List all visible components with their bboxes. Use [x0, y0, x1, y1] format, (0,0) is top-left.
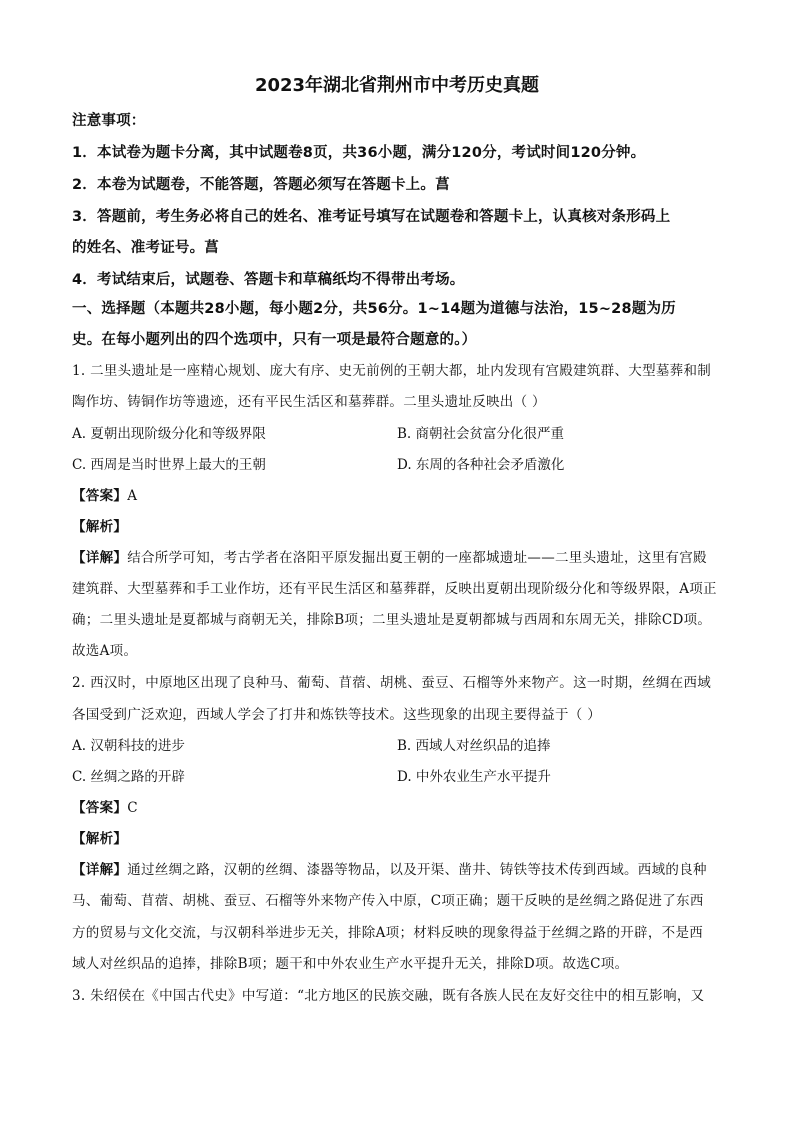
q2-answer	[72, 796, 138, 816]
q2-analysis-tag: 【解析】	[72, 831, 128, 847]
notice-item-1: 1．本试卷为题卡分离，其中试题卷8页，共36小题，满分120分，考试时间120分钟。	[72, 145, 646, 161]
q2-option-d: D. 中外农业生产水平提升	[397, 769, 551, 785]
notice-heading: 注意事项：	[72, 113, 146, 129]
q1-stem-line-2: 陶作坊、铸铜作坊等遗迹，还有平民生活区和墓葬群。二里头遗址反映出（ ）	[72, 394, 546, 410]
notice-item-4: 4．考试结束后，试题卷、答题卡和草稿纸均不得带出考场。	[72, 272, 465, 288]
q1-analysis-tag: 【解析】	[72, 519, 128, 535]
q1-stem-line-1: 1. 二里头遗址是一座精心规划、庞大有序、史无前例的王朝大都，址内发现有宫殿建筑群、大型墓葬和制	[72, 363, 712, 379]
notice-item-3-cont: 的姓名、准考证号。菖	[72, 240, 219, 256]
q1-answer-tag: 【答案】	[72, 488, 128, 504]
q2-answer-value: C	[127, 800, 138, 816]
q2-detail-tag: 【详解】	[72, 862, 128, 878]
q2-detail-text-1: 通过丝绸之路，汉朝的丝绸、漆器等物品，以及开渠、凿井、铸铁等技术传到西域。西域的良种	[127, 862, 707, 878]
q1-detail-line-1	[72, 546, 707, 566]
section-heading-cont: 史。在每小题列出的四个选项中，只有一项是最符合题意的。）	[72, 332, 477, 348]
q2-detail-line-4: 域人对丝织品的追捧，排除B项；题干和中外农业生产水平提升无关，排除D项。故选C项。	[72, 956, 629, 972]
q2-stem-line-1: 2. 西汉时，中原地区出现了良种马、葡萄、苜蓿、胡桃、蚕豆、石榴等外来物产。这一时期，丝绸在西域	[72, 675, 712, 691]
notice-item-2: 2．本卷为试题卷，不能答题，答题必须写在答题卡上。菖	[72, 177, 450, 193]
q1-answer	[72, 484, 137, 504]
notice-item-3: 3．答题前，考生务必将自己的姓名、准考证号填写在试题卷和答题卡上，认真核对条形码上	[72, 209, 671, 225]
q1-option-c: C. 西周是当时世界上最大的王朝	[72, 457, 266, 473]
q2-detail-line-3: 方的贸易与文化交流，与汉朝科举进步无关，排除A项；材料反映的现象得益于丝绸之路的开辟，不是西	[72, 925, 704, 941]
q1-detail-line-3: 确；二里头遗址是夏都城与商朝无关，排除B项；二里头遗址是夏朝都城与西周和东周无关，排除CD项。	[72, 612, 712, 628]
q2-option-c: C. 丝绸之路的开辟	[72, 769, 185, 785]
q1-detail-line-4: 故选A项。	[72, 643, 138, 659]
q2-detail-line-1	[72, 858, 707, 878]
page-title: 2023年湖北省荆州市中考历史真题	[254, 75, 540, 96]
q1-detail-line-2: 建筑群、大型墓葬和手工业作坊，还有平民生活区和墓葬群，反映出夏朝出现阶级分化和等级界限，A项正	[72, 581, 717, 597]
q1-option-d: D. 东周的各种社会矛盾激化	[397, 457, 565, 473]
q2-option-b: B. 西域人对丝织品的追捧	[397, 738, 551, 754]
q2-answer-tag: 【答案】	[72, 800, 128, 816]
q1-option-b: B. 商朝社会贫富分化很严重	[397, 426, 565, 442]
q2-option-a: A. 汉朝科技的进步	[72, 738, 185, 754]
section-heading: 一、选择题（本题共28小题，每小题2分，共56分。1~14题为道德与法治，15~28题为历	[72, 301, 676, 317]
q2-detail-line-2: 马、葡萄、苜蓿、胡桃、蚕豆、石榴等外来物产传入中原，C项正确；题干反映的是丝绸之路促进了东西	[72, 893, 704, 909]
q3-stem-line-1: 3. 朱绍侯在《中国古代史》中写道：“北方地区的民族交融，既有各族人民在友好交往中的相互影响，又	[72, 988, 705, 1004]
q1-detail-tag: 【详解】	[72, 550, 128, 566]
q1-option-a: A. 夏朝出现阶级分化和等级界限	[72, 426, 266, 442]
q1-detail-text-1: 结合所学可知，考古学者在洛阳平原发掘出夏王朝的一座都城遗址——二里头遗址，这里有宫殿	[127, 550, 707, 566]
q1-answer-value: A	[127, 488, 138, 504]
q2-stem-line-2: 各国受到广泛欢迎，西域人学会了打井和炼铁等技术。这些现象的出现主要得益于（ ）	[72, 707, 601, 723]
